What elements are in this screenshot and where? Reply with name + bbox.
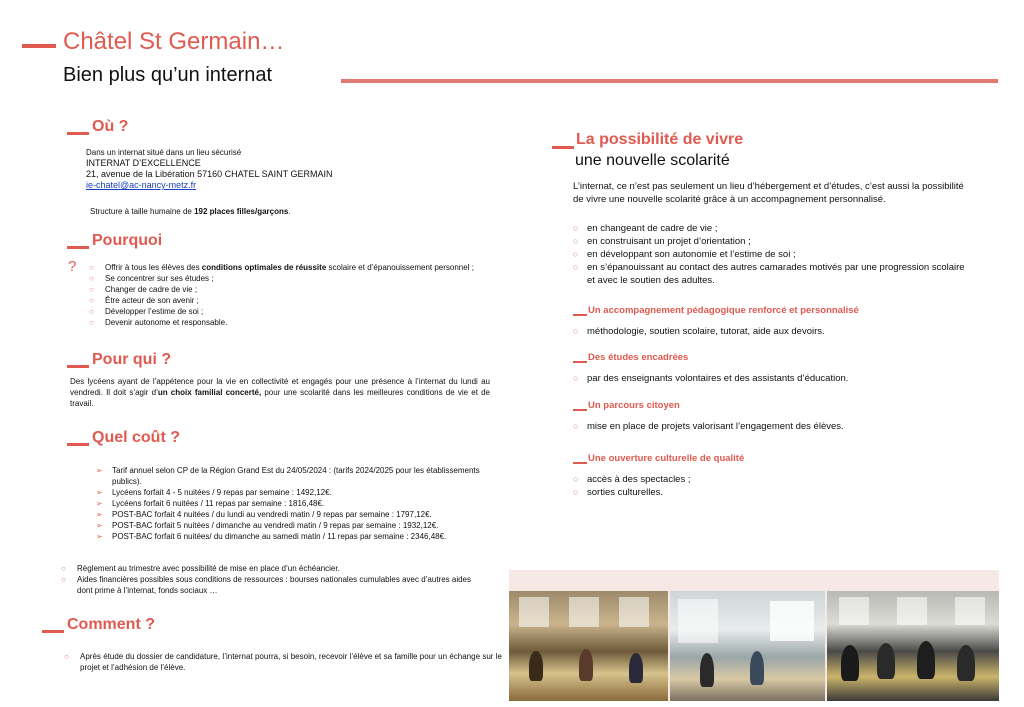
window-decor — [897, 597, 927, 625]
list-item: ○ par des enseignants volontaires et des assistants d’éducation. — [573, 372, 968, 385]
list-item: ○ en s’épanouissant au contact des autres camarades motivés par une progression scolaire et avec le soutien des adultes. — [573, 261, 968, 287]
subsection-etudes-heading — [573, 352, 688, 363]
pourquoi-list — [89, 262, 499, 328]
section-ou-title: Où ? — [92, 118, 129, 135]
figure-decor — [917, 641, 935, 679]
list-item: ○ mise en place de projets valorisant l’engagement des élèves. — [573, 420, 968, 433]
pourqui-text-suffix: pour une scolarité dans les meilleures conditions de vie et de travail. — [70, 388, 490, 408]
cout-notes-list — [61, 563, 481, 596]
heading-accent-bar — [42, 630, 64, 633]
section-cout-heading — [67, 429, 180, 447]
pourquoi-item1-bold: conditions optimales de réussite — [201, 263, 327, 272]
list-item: ○ méthodologie, soutien scolaire, tutorat, aide aux devoirs. — [573, 325, 968, 338]
list-item: ➢ Lycéens forfait 4 - 5 nuitées / 9 repas par semaine : 1492,12€. — [96, 487, 496, 498]
photo-study-hall — [509, 591, 668, 701]
heading-accent-bar — [573, 462, 587, 464]
list-item: ○ Règlement au trimestre avec possibilité de mise en place d’un échéancier. — [61, 563, 481, 574]
list-item: ○ en changeant de cadre de vie ; — [573, 222, 968, 235]
list-item: ○ Se concentrer sur ses études ; — [89, 273, 499, 284]
question-mark-icon: ? — [68, 258, 77, 275]
window-decor — [678, 599, 718, 643]
pourquoi-item1-prefix: Offrir à tous les élèves des — [105, 263, 202, 272]
figure-decor — [629, 653, 643, 683]
right-intro: L’internat, ce n’est pas seulement un lieu d’hébergement et d’études, c’est aussi la possibilité de vivre une nouvelle scolarité grâce à un accompagnement personnalisé. — [573, 181, 964, 205]
section-pourquoi-title: Pourquoi — [92, 232, 163, 249]
pourqui-text — [70, 376, 490, 409]
heading-accent-bar — [573, 361, 587, 363]
heading-accent-bar — [67, 365, 89, 368]
list-item — [89, 262, 499, 273]
figure-decor — [529, 651, 543, 681]
heading-accent-bar — [67, 246, 89, 249]
ou-structure — [90, 206, 410, 217]
subsection-accompagnement-heading — [573, 305, 859, 316]
right-heading — [552, 131, 743, 149]
window-decor — [839, 597, 869, 625]
ou-structure-prefix: Structure à taille humaine de — [90, 207, 195, 216]
right-subtitle: une nouvelle scolarité — [575, 152, 730, 169]
list-item: ○ Être acteur de son avenir ; — [89, 295, 499, 306]
page-subtitle: Bien plus qu’un internat — [63, 64, 273, 86]
ou-structure-suffix: . — [288, 207, 291, 216]
list-item: ○ Aides financières possibles sous conditions de ressources : bourses nationales cumulables avec d’autres aides dont prime à l’internat, fonds sociaux … — [61, 574, 481, 596]
list-item: ➢ Lycéens forfait 6 nuitées / 11 repas par semaine : 1816,48€. — [96, 498, 496, 509]
heading-accent-bar — [67, 132, 89, 135]
list-item: ○ Après étude du dossier de candidature, l’internat pourra, si besoin, recevoir l’élève et sa famille pour un échange sur le projet et l’adhésion de l’élève. — [64, 651, 502, 673]
section-pourquoi-heading — [67, 232, 162, 250]
pourqui-text-prefix: Des lycéens ayant de l’appétence pour la vie en collectivité et engagés pour une présence à l’internat du lundi au vendredi. Il doit s’agir d’ — [70, 377, 490, 397]
list-item: ○ en construisant un projet d’orientation ; — [573, 235, 968, 248]
pourqui-text-bold: un choix familial concerté, — [157, 388, 262, 397]
cout-tariff-list — [96, 465, 496, 542]
figure-decor — [957, 645, 975, 681]
section-ou-body — [86, 147, 406, 191]
figure-decor — [750, 651, 764, 685]
list-item: ○ en développant son autonomie et l’estime de soi ; — [573, 248, 968, 261]
figure-decor — [700, 653, 714, 687]
figure-decor — [877, 643, 895, 679]
heading-accent-bar — [552, 146, 574, 149]
section-comment-heading — [42, 616, 155, 634]
list-item: ○ Changer de cadre de vie ; — [89, 284, 499, 295]
list-item: ➢ POST-BAC forfait 4 nuitées / du lundi au vendredi matin / 9 repas par semaine : 1797,12€. — [96, 509, 496, 520]
subsection-culture-heading — [573, 453, 744, 464]
comment-list — [64, 651, 502, 673]
photo-group-meeting — [827, 591, 999, 701]
subsection-culture-list — [573, 473, 968, 499]
subsection-accompagnement-list — [573, 325, 968, 338]
figure-decor — [841, 645, 859, 681]
ou-line-name: INTERNAT D’EXCELLENCE — [86, 158, 201, 168]
subsection-accompagnement-title: Un accompagnement pédagogique renforcé et personnalisé — [588, 305, 859, 316]
window-decor — [519, 597, 549, 627]
subsection-citoyen-list — [573, 420, 968, 433]
window-decor — [955, 597, 985, 625]
right-list — [573, 222, 968, 287]
heading-accent-bar — [573, 409, 587, 411]
header-divider — [341, 79, 998, 83]
ou-line-address: 21, avenue de la Libération 57160 CHATEL SAINT GERMAIN — [86, 169, 333, 179]
section-pourqui-heading — [67, 351, 171, 369]
figure-decor — [579, 649, 593, 681]
section-ou-heading — [67, 118, 128, 136]
section-comment-title: Comment ? — [67, 616, 155, 633]
window-decor — [619, 597, 649, 627]
subsection-citoyen-title: Un parcours citoyen — [588, 400, 680, 411]
list-item: ➢ POST-BAC forfait 5 nuitées / dimanche au vendredi matin / 9 repas par semaine : 1932,12€. — [96, 520, 496, 531]
list-item: ○ Devenir autonome et responsable. — [89, 317, 499, 328]
heading-accent-bar — [573, 314, 587, 316]
ou-email-link[interactable]: ie-chatel@ac-nancy-metz.fr — [86, 180, 197, 190]
ou-structure-bold: 192 places filles/garçons — [194, 207, 289, 216]
photo-classroom — [670, 591, 825, 701]
subsection-culture-title: Une ouverture culturelle de qualité — [588, 453, 745, 464]
window-decor — [569, 597, 599, 627]
heading-accent-bar — [67, 443, 89, 446]
list-item: ➢ POST-BAC forfait 6 nuitées/ du dimanche au samedi matin / 11 repas par semaine : 2346,48€. — [96, 531, 496, 542]
right-title: La possibilité de vivre — [576, 131, 744, 148]
whiteboard-decor — [770, 601, 814, 641]
section-pourqui-title: Pour qui ? — [92, 351, 172, 368]
list-item: ○ Développer l’estime de soi ; — [89, 306, 499, 317]
list-item: ○ sorties culturelles. — [573, 486, 968, 499]
pourquoi-item1-suffix: scolaire et d’épanouissement personnel ; — [326, 263, 474, 272]
page-title: Châtel St Germain… — [63, 28, 285, 55]
subsection-etudes-title: Des études encadrées — [588, 352, 689, 363]
ou-line-location: Dans un internat situé dans un lieu sécurisé — [86, 148, 242, 157]
subsection-etudes-list — [573, 372, 968, 385]
section-cout-title: Quel coût ? — [92, 429, 180, 446]
subsection-citoyen-heading — [573, 400, 680, 411]
list-item: ○ accès à des spectacles ; — [573, 473, 968, 486]
list-item: ➢ Tarif annuel selon CP de la Région Grand Est du 24/05/2024 : (tarifs 2024/2025 pour les établissements publics). — [96, 465, 496, 487]
title-accent-bar — [22, 44, 56, 48]
